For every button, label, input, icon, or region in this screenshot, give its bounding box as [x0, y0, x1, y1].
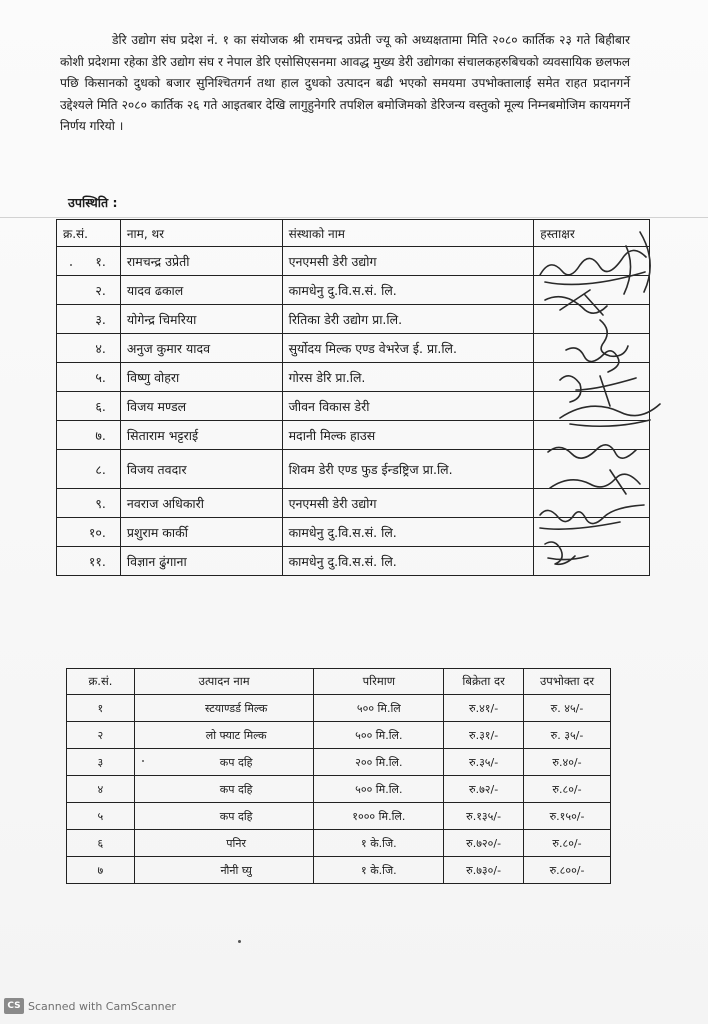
product-name: कप दहि: [134, 803, 314, 830]
product-name: स्टयाण्डर्ड मिल्क: [134, 695, 314, 722]
table-row: [67, 749, 611, 776]
column-header: हस्ताक्षर: [534, 220, 650, 247]
column-header: बिक्रेता दर: [444, 669, 524, 695]
column-header: परिमाण: [314, 669, 444, 695]
table-row: [67, 857, 611, 884]
signature-mark: [545, 542, 588, 564]
signature-mark: [548, 445, 636, 458]
signature-mark: [560, 404, 660, 426]
consumer-rate: रु. ३५/-: [524, 722, 611, 749]
column-header: उत्पादन नाम: [134, 669, 314, 695]
seller-rate: रु.३५/-: [444, 749, 524, 776]
member-name: विजय मण्डल: [120, 392, 282, 421]
quantity: ५०० मि.लि: [314, 695, 444, 722]
seller-rate: रु.४१/-: [444, 695, 524, 722]
member-name: यादव ढकाल: [120, 276, 282, 305]
serial-number: ३.: [57, 305, 121, 334]
serial-number: २.: [57, 276, 121, 305]
seller-rate: रु.७२०/-: [444, 830, 524, 857]
product-name: नौनी घ्यु: [134, 857, 314, 884]
quantity: १ के.जि.: [314, 857, 444, 884]
signature-mark: [600, 320, 628, 356]
organization-name: कामधेनु दु.वि.स.सं. लि.: [282, 518, 534, 547]
serial-number: १: [67, 695, 135, 722]
member-name: विजय तवदार: [120, 450, 282, 489]
signature-mark: [560, 376, 636, 406]
member-name: रामचन्द्र उप्रेती: [120, 247, 282, 276]
scanner-watermark: [4, 998, 176, 1014]
quantity: १००० मि.लि.: [314, 803, 444, 830]
column-header: संस्थाको नाम: [282, 220, 534, 247]
table-row: [67, 695, 611, 722]
serial-number: १.: [57, 247, 121, 276]
organization-name: सुर्योदय मिल्क एण्ड वेभरेज ई. प्रा.लि.: [282, 334, 534, 363]
serial-number: ९.: [57, 489, 121, 518]
signature-mark: [545, 290, 607, 315]
quantity: ५०० मि.लि.: [314, 776, 444, 803]
product-name: पनिर: [134, 830, 314, 857]
serial-number: ८.: [57, 450, 121, 489]
consumer-rate: रु. ४५/-: [524, 695, 611, 722]
member-name: अनुज कुमार यादव: [120, 334, 282, 363]
column-header: नाम, थर: [120, 220, 282, 247]
member-name: सिताराम भट्टराई: [120, 421, 282, 450]
member-name: प्रशुराम कार्की: [120, 518, 282, 547]
scan-speck: [70, 264, 72, 266]
organization-name: कामधेनु दु.वि.स.सं. लि.: [282, 276, 534, 305]
scan-speck: [142, 760, 144, 762]
serial-number: ११.: [57, 547, 121, 576]
member-name: विष्णु वोहरा: [120, 363, 282, 392]
serial-number: ५.: [57, 363, 121, 392]
serial-number: ४: [67, 776, 135, 803]
watermark-text: Scanned with CamScanner: [28, 999, 176, 1013]
serial-number: १०.: [57, 518, 121, 547]
serial-number: ४.: [57, 334, 121, 363]
seller-rate: रु.१३५/-: [444, 803, 524, 830]
consumer-rate: रु.८०/-: [524, 830, 611, 857]
attendance-caption: उपस्थिति :: [68, 195, 118, 210]
camscanner-logo-icon: CS: [4, 998, 24, 1014]
serial-number: ६: [67, 830, 135, 857]
serial-number: ६.: [57, 392, 121, 421]
member-name: नवराज अधिकारी: [120, 489, 282, 518]
product-name: कप दहि: [134, 776, 314, 803]
organization-name: कामधेनु दु.वि.स.सं. लि.: [282, 547, 534, 576]
organization-name: जीवन विकास डेरी: [282, 392, 534, 421]
table-header-row: [67, 669, 611, 695]
signature-mark: [540, 505, 644, 529]
scan-speck: [238, 940, 241, 943]
serial-number: ३: [67, 749, 135, 776]
serial-number: ५: [67, 803, 135, 830]
quantity: १ के.जि.: [314, 830, 444, 857]
price-table: [66, 668, 611, 884]
quantity: ५०० मि.लि.: [314, 722, 444, 749]
table-row: [67, 722, 611, 749]
consumer-rate: रु.१५०/-: [524, 803, 611, 830]
table-row: [67, 776, 611, 803]
consumer-rate: रु.८०/-: [524, 776, 611, 803]
organization-name: गोरस डेरि प्रा.लि.: [282, 363, 534, 392]
intro-paragraph: डेरि उद्योग संघ प्रदेश नं. १ का संयोजक श्री रामचन्द्र उप्रेती ज्यू को अध्यक्षतामा मिति २०८० कार्तिक २३ गते बिहीबार कोशी प्रदेशमा रहेका डेरि उद्योग संघ र नेपाल डेरि एसोसिएसनमा आवद्ध मुख्य डेरी उद्योगका संचालकहरुबिचको व्यवसायिक छलफल पछि किसानको दुधको बजार सुनिश्चितगर्न तथा हाल दुधको उत्पादन बढी भएको समयमा उपभोक्तालाई समेत राहत प्रदानगर्ने उद्देश्यले मिति २०८० कार्तिक २६ गते आइतबार देखि लागुहुनेगरि तपशिल बमोजिमको डेरिजन्य वस्तुको मूल्य निम्नबमोजिम कायमगर्ने निर्णय गरियो ।: [60, 33, 630, 134]
product-name: कप दहि: [134, 749, 314, 776]
table-row: [67, 830, 611, 857]
column-header: उपभोक्ता दर: [524, 669, 611, 695]
serial-number: ७.: [57, 421, 121, 450]
serial-number: ७: [67, 857, 135, 884]
signature-mark: [540, 232, 650, 294]
organization-name: मदानी मिल्क हाउस: [282, 421, 534, 450]
organization-name: एनएमसी डेरी उद्योग: [282, 489, 534, 518]
signature-mark: [566, 348, 619, 372]
seller-rate: रु.७३०/-: [444, 857, 524, 884]
organization-name: एनएमसी डेरी उद्योग: [282, 247, 534, 276]
serial-number: २: [67, 722, 135, 749]
column-header: क्र.सं.: [67, 669, 135, 695]
member-name: योगेन्द्र चिमरिया: [120, 305, 282, 334]
seller-rate: रु.७२/-: [444, 776, 524, 803]
seller-rate: रु.३१/-: [444, 722, 524, 749]
consumer-rate: रु.८००/-: [524, 857, 611, 884]
column-header: क्र.सं.: [57, 220, 121, 247]
consumer-rate: रु.४०/-: [524, 749, 611, 776]
member-name: विज्ञान ढुंगाना: [120, 547, 282, 576]
organization-name: शिवम डेरी एण्ड फुड ईन्डष्ट्रिज प्रा.लि.: [282, 450, 534, 489]
organization-name: रितिका डेरी उद्योग प्रा.लि.: [282, 305, 534, 334]
product-name: लो फ्याट मिल्क: [134, 722, 314, 749]
quantity: २०० मि.लि.: [314, 749, 444, 776]
signature-mark: [550, 470, 640, 494]
table-row: [67, 803, 611, 830]
